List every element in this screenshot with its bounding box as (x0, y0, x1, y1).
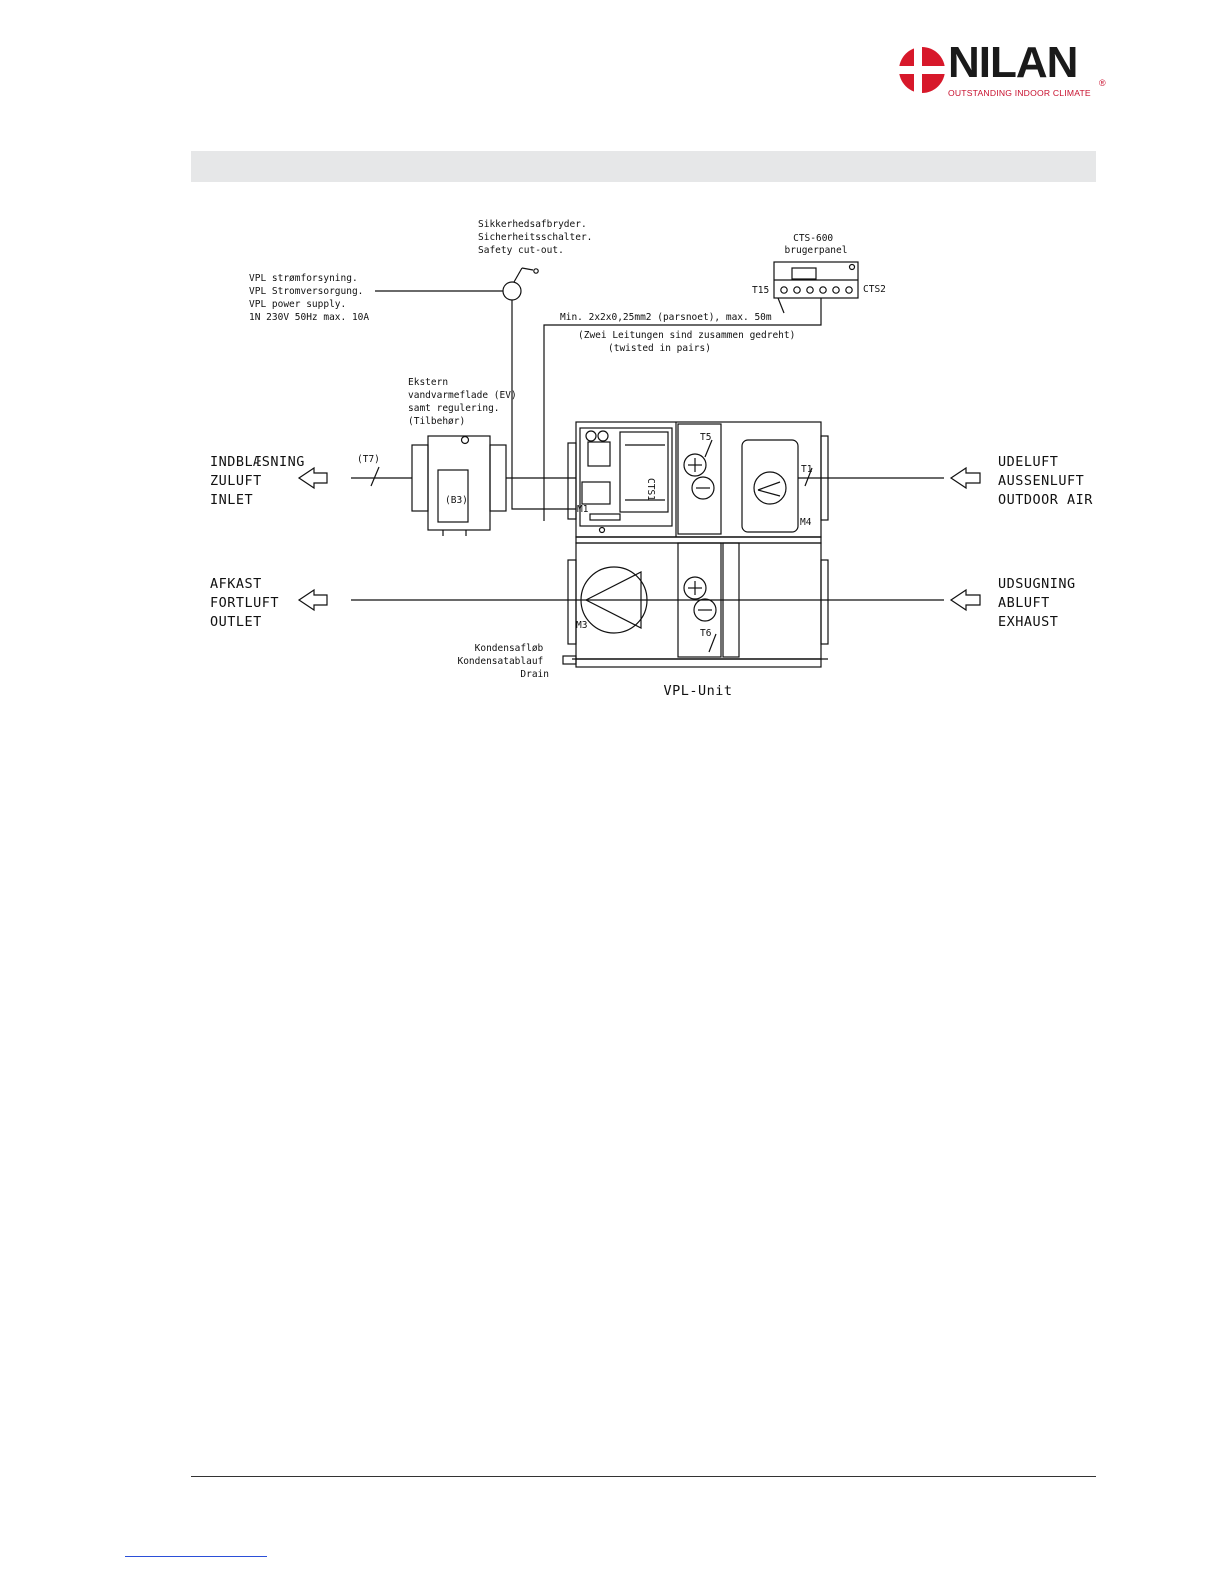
footer-link-underline (125, 1556, 267, 1557)
panel-label: CTS-600 brugerpanel (784, 233, 848, 256)
outlet-arrow-icon (299, 590, 327, 610)
drain-stub (563, 656, 576, 664)
drain-label: Kondensafløb Kondensatablauf Drain (457, 643, 549, 680)
footer-rule (191, 1476, 1096, 1477)
cable-label: Min. 2x2x0,25mm2 (parsnoet), max. 50m (Zwei Leitungen sind zusammen gedreht) (twisted in pairs) (560, 312, 796, 354)
inlet-arrow-icon (299, 468, 327, 488)
exhaust-label: UDSUGNING ABLUFT EXHAUST (998, 576, 1076, 630)
t7-label: (T7) (357, 454, 380, 465)
outdoor-label: UDELUFT AUSSENLUFT OUTDOOR AIR (998, 454, 1093, 508)
t1-label: T1 (801, 464, 813, 475)
brand-name: NILAN (948, 38, 1078, 87)
power-label: VPL strømforsyning. VPL Stromversorgung. VPL power supply. 1N 230V 50Hz max. 10A (249, 273, 370, 323)
t6-label: T6 (700, 628, 712, 639)
t15-label: T15 (752, 285, 770, 296)
inlet-label: INDBLÆSNING ZULUFT INLET (210, 454, 305, 508)
outdoor-air-arrow-icon (951, 468, 980, 488)
exhaust-arrow-icon (951, 590, 980, 610)
cts1-label: CTS1 (645, 478, 656, 501)
safety-label: Sikkerhedsafbryder. Sicherheitsschalter. Safety cut-out. (478, 219, 593, 256)
switch-lever (514, 268, 522, 282)
outlet-label: AFKAST FORTLUFT OUTLET (210, 576, 280, 630)
m4-label: M4 (800, 517, 812, 528)
unit-base (576, 659, 821, 667)
cts2-label: CTS2 (863, 284, 886, 295)
safety-switch-symbol (503, 282, 521, 300)
control-board (580, 428, 672, 526)
m1-label: M1 (577, 504, 589, 515)
heater-label: Ekstern vandvarmeflade (EV) samt regulering. (Tilbehør) (408, 377, 517, 427)
m3-label: M3 (576, 620, 588, 631)
m1-box (582, 482, 610, 504)
t5-label: T5 (700, 432, 712, 443)
unit-label: VPL-Unit (663, 683, 733, 699)
external-heater-body (428, 436, 490, 530)
b3-label: (B3) (445, 495, 468, 506)
brand-tagline: OUTSTANDING INDOOR CLIMATE (948, 88, 1091, 98)
fan-m4 (754, 472, 786, 504)
registered-mark: ® (1099, 78, 1106, 88)
